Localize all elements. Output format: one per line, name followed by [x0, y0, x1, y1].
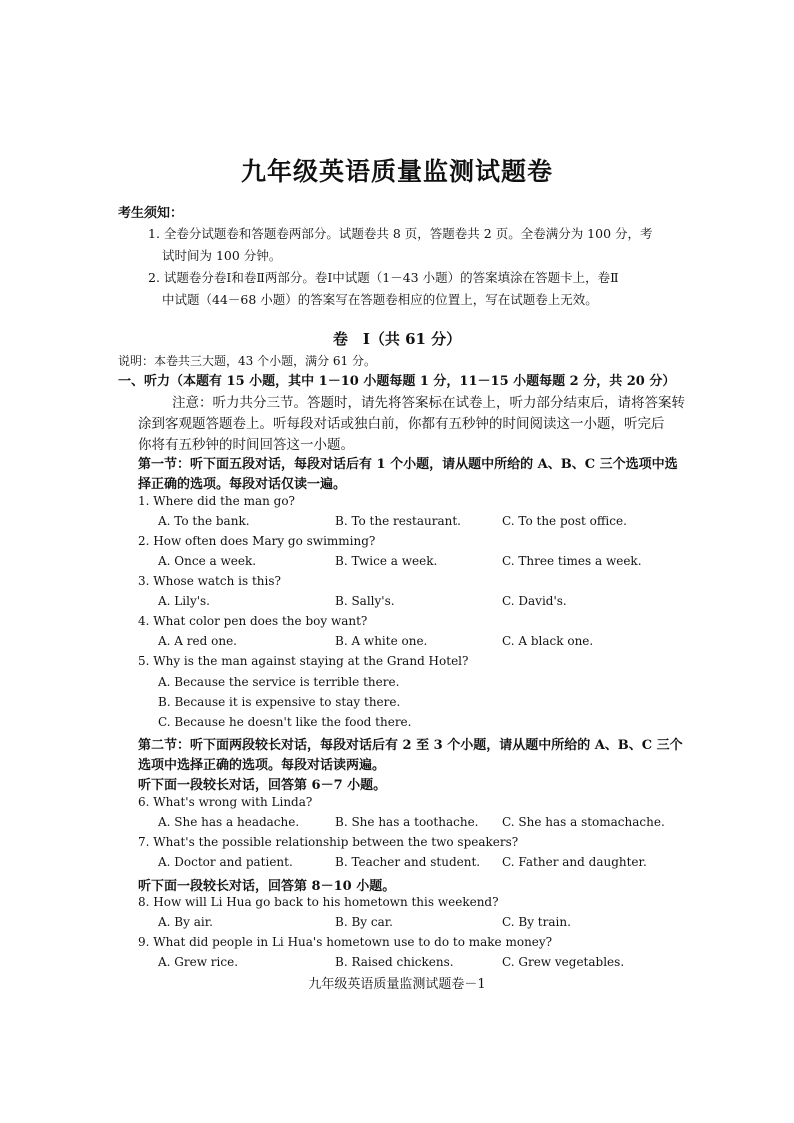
option-c: C. Three times a week.	[502, 554, 642, 568]
question-7: 7. What's the possible relationship between the two speakers?	[138, 835, 519, 849]
option-b: B. Teacher and student.	[335, 855, 481, 869]
section-heading: 一、听力（本题有 15 小题，其中 1－10 小题每题 1 分，11－15 小题每题 2 分，共 20 分）	[118, 374, 676, 389]
question-2: 2. How often does Mary go swimming?	[138, 534, 376, 548]
option-b: B. Twice a week.	[335, 554, 438, 568]
page-footer: 九年级英语质量监测试题卷－1	[308, 977, 486, 992]
option-b: B. By car.	[335, 915, 393, 929]
option-a: A. By air.	[158, 915, 213, 929]
option-a: A. Because the service is terrible there.	[158, 675, 400, 689]
listening-intro: 注意：听力共分三节。答题时，请先将答案标在试卷上，听力部分结束后，请将答案转	[172, 395, 685, 411]
option-a: A. She has a headache.	[158, 815, 300, 829]
listening-intro-cont: 你将有五秒钟的时间回答这一小题。	[138, 437, 354, 453]
volume-title: 卷 Ⅰ（共 61 分）	[332, 330, 462, 348]
option-c: C. By train.	[502, 915, 571, 929]
part2-instruction: 第二节：听下面两段较长对话，每段对话后有 2 至 3 个小题，请从题中所给的 A、B、C 三个	[138, 738, 683, 753]
part1-instruction-cont: 择正确的选项。每段对话仅读一遍。	[138, 477, 347, 492]
option-b: B. Because it is expensive to stay there.	[158, 695, 401, 709]
volume-explanation: 说明：本卷共三大题，43 个小题，满分 61 分。	[118, 354, 376, 368]
option-b: B. Sally's.	[335, 594, 395, 608]
option-a: A. Doctor and patient.	[158, 855, 293, 869]
option-b: B. A white one.	[335, 634, 428, 648]
part2-instruction-cont: 选项中选择正确的选项。每段对话读两遍。	[138, 758, 386, 773]
option-b: B. Raised chickens.	[335, 955, 454, 969]
part1-instruction: 第一节：听下面五段对话，每段对话后有 1 个小题，请从题中所给的 A、B、C 三个选项中选	[138, 457, 678, 472]
option-c: C. David's.	[502, 594, 567, 608]
option-c: C. Because he doesn't like the food there.	[158, 715, 412, 729]
option-a: A. A red one.	[158, 634, 237, 648]
dialog-note-8-10: 听下面一段较长对话，回答第 8－10 小题。	[138, 879, 396, 894]
option-c: C. Grew vegetables.	[502, 955, 625, 969]
question-1: 1. Where did the man go?	[138, 494, 295, 508]
notice-item-1-cont: 试时间为 100 分钟。	[162, 248, 282, 263]
question-6: 6. What's wrong with Linda?	[138, 795, 313, 809]
question-5: 5. Why is the man against staying at the Grand Hotel?	[138, 654, 469, 668]
question-9: 9. What did people in Li Hua's hometown use to do to make money?	[138, 935, 553, 949]
notice-item-2-cont: 中试题（44－68 小题）的答案写在答题卷相应的位置上，写在试题卷上无效。	[162, 292, 598, 307]
option-a: A. To the bank.	[158, 514, 250, 528]
listening-intro-cont: 涂到客观题答题卷上。听每段对话或独白前，你都有五秒钟的时间阅读这一小题，听完后	[138, 416, 665, 432]
option-b: B. To the restaurant.	[335, 514, 461, 528]
option-b: B. She has a toothache.	[335, 815, 479, 829]
option-a: A. Grew rice.	[158, 955, 239, 969]
option-a: A. Lily's.	[158, 594, 210, 608]
question-3: 3. Whose watch is this?	[138, 574, 281, 588]
notice-heading: 考生须知：	[118, 206, 184, 221]
option-a: A. Once a week.	[158, 554, 257, 568]
question-4: 4. What color pen does the boy want?	[138, 614, 368, 628]
option-c: C. Father and daughter.	[502, 855, 647, 869]
option-c: C. A black one.	[502, 634, 594, 648]
notice-item-1: 1. 全卷分试题卷和答题卷两部分。试题卷共 8 页，答题卷共 2 页。全卷满分为 100 分，考	[148, 226, 653, 241]
question-8: 8. How will Li Hua go back to his hometown this weekend?	[138, 895, 499, 909]
page-title: 九年级英语质量监测试题卷	[240, 157, 553, 186]
option-c: C. To the post office.	[502, 514, 627, 528]
notice-item-2: 2. 试题卷分卷Ⅰ和卷Ⅱ两部分。卷Ⅰ中试题（1－43 小题）的答案填涂在答题卡上，卷Ⅱ	[148, 270, 619, 285]
option-c: C. She has a stomachache.	[502, 815, 665, 829]
dialog-note-6-7: 听下面一段较长对话，回答第 6－7 小题。	[138, 778, 387, 793]
